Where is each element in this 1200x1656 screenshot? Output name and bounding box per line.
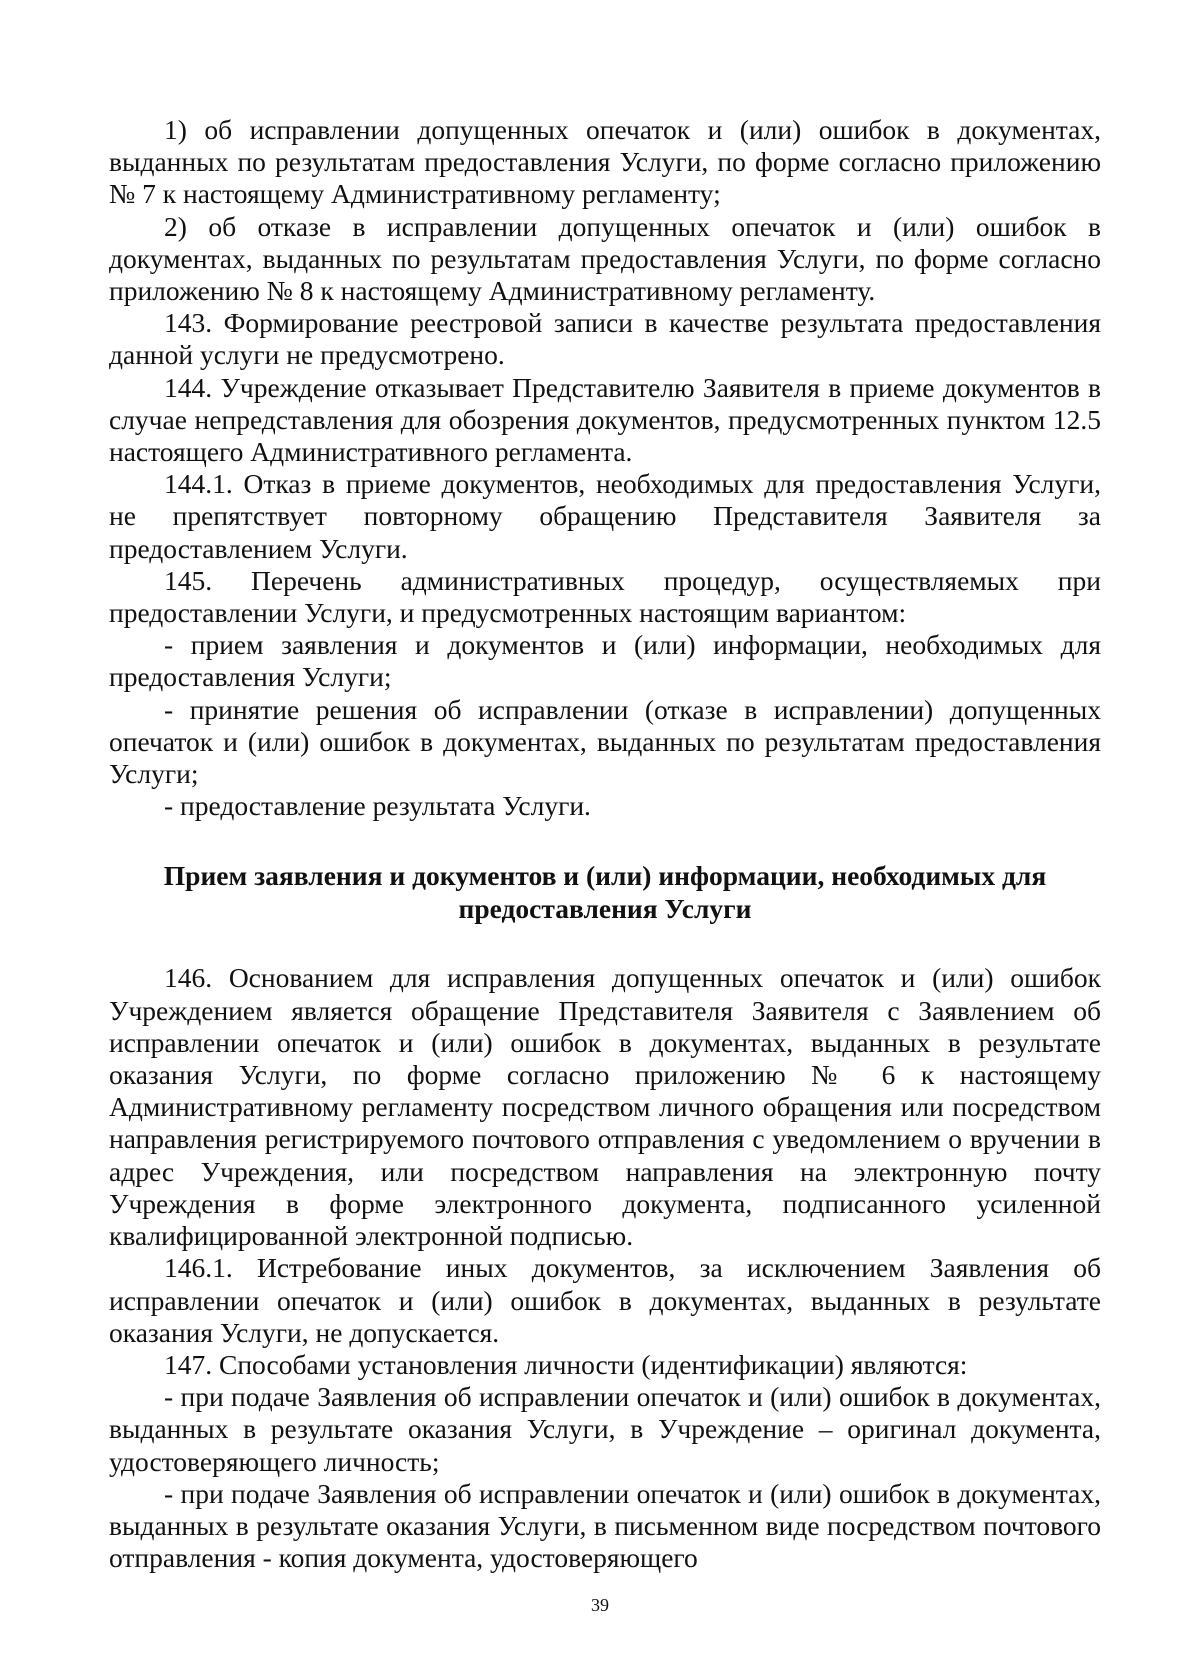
paragraph-item-2: 2) об отказе в исправлении допущенных опечаток и (или) ошибок в документах, выданных по результатам предоставления Услуги, по форме согласно приложению № 8 к настоящему Административному регламенту. xyxy=(109,210,1101,307)
section-heading xyxy=(109,859,1101,925)
paragraph-144-1: 144.1. Отказ в приеме документов, необходимых для предоставления Услуги, не препятствует повторному обращению Представителя Заявителя за предоставлением Услуги. xyxy=(109,468,1101,564)
list-item-identification-1: - при подаче Заявления об исправлении опечаток и (или) ошибок в документах, выданных в результате оказания Услуги, в Учреждение – оригинал документа, удостоверяющего личность; xyxy=(109,1381,1101,1477)
paragraph-146: 146. Основанием для исправления допущенных опечаток и (или) ошибок Учреждением является обращение Представителя Заявителя с Заявлением об исправлении опечаток и (или) ошибок в документах, выданных в результате оказания Услуги, по форме согласно приложению № 6 к настоящему Административному регламенту посредством личного обращения или посредством направления регистрируемого почтового отправления с уведомлением о вручении в адрес Учреждения, или посредством направления на электронную почту Учреждения в форме электронного документа, подписанного усиленной квалифицированной электронной подписью. xyxy=(109,962,1101,1252)
paragraph-item-1: 1) об исправлении допущенных опечаток и (или) ошибок в документах, выданных по результатам предоставления Услуги, по форме согласно приложению № 7 к настоящему Административному регламенту; xyxy=(109,114,1101,210)
list-item-procedure-2: - принятие решения об исправлении (отказе в исправлении) допущенных опечаток и (или) ошибок в документах, выданных по результатам предоставления Услуги; xyxy=(109,693,1101,790)
list-item-procedure-1: - прием заявления и документов и (или) информации, необходимых для предоставления Услуги; xyxy=(109,629,1101,693)
list-item-identification-2: - при подаче Заявления об исправлении опечаток и (или) ошибок в документах, выданных в результате оказания Услуги, в письменном виде посредством почтового отправления - копия документа, удостоверяющего xyxy=(109,1477,1101,1574)
section-heading-line-1: Прием заявления и документов и (или) информации, необходимых для xyxy=(163,860,1047,892)
page-number: 39 xyxy=(591,1595,609,1615)
paragraph-144: 144. Учреждение отказывает Представителю Заявителя в приеме документов в случае непредставления для обозрения документов, предусмотренных пунктом 12.5 настоящего Административного регламента. xyxy=(109,371,1101,468)
paragraph-146-1: 146.1. Истребование иных документов, за исключением Заявления об исправлении опечаток и (или) ошибок в документах, выданных в результате оказания Услуги, не допускается. xyxy=(109,1252,1101,1348)
paragraph-147: 147. Способами установления личности (идентификации) являются: xyxy=(164,1348,968,1380)
paragraph-143: 143. Формирование реестровой записи в качестве результата предоставления данной услуги не предусмотрено. xyxy=(109,307,1101,371)
list-item-procedure-3: - предоставление результата Услуги. xyxy=(164,790,591,822)
paragraph-145: 145. Перечень административных процедур, осуществляемых при предоставлении Услуги, и предусмотренных настоящим вариантом: xyxy=(109,564,1101,629)
document-body xyxy=(109,114,1101,1574)
section-heading-line-2: предоставления Услуги xyxy=(458,893,752,925)
